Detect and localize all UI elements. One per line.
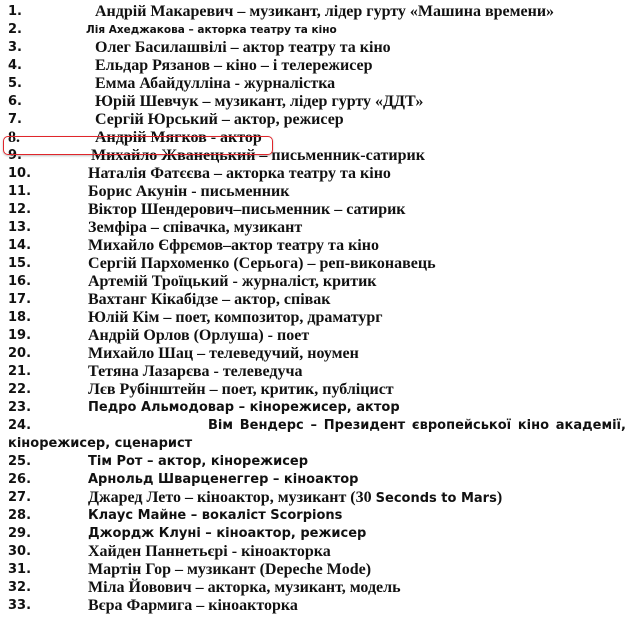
item-text-part: Джаред Лето – кіноактор, музикант (30	[88, 489, 376, 506]
item-number: 2.	[8, 22, 22, 37]
item-number: 17.	[8, 292, 32, 307]
list-item-wrapped	[0, 417, 634, 453]
item-number: 4.	[8, 58, 22, 73]
item-text: Борис Акунін - письменник	[88, 183, 290, 200]
list-item	[0, 219, 634, 237]
list-item	[0, 309, 634, 327]
item-text: Віктор Шендерович–письменник – сатирик	[88, 201, 406, 218]
item-text: Хайден Паннетьєрі - кіноакторка	[88, 543, 331, 560]
item-number: 28.	[8, 508, 32, 523]
item-text-justified	[208, 417, 626, 435]
celebrity-list	[0, 3, 634, 615]
item-text: Артемій Троїцький - журналіст, критик	[88, 273, 377, 290]
item-text: Джордж Клуні – кіноактор, режисер	[88, 526, 367, 541]
item-number: 16.	[8, 274, 32, 289]
item-number: 14.	[8, 238, 32, 253]
list-item	[0, 165, 634, 183]
item-text: Міла Йовович – акторка, музикант, модель	[88, 579, 401, 596]
item-text	[88, 489, 502, 508]
item-text: Емма Абайдулліна - журналістка	[95, 75, 336, 92]
item-number: 7.	[8, 112, 22, 127]
item-number: 24.	[8, 418, 32, 433]
item-number: 30.	[8, 544, 32, 559]
item-text: Сергій Юрський – актор, режисер	[95, 111, 344, 128]
item-text: Михайло Шац – телеведучий, ноумен	[88, 345, 359, 362]
list-item	[0, 255, 634, 273]
item-number: 1.	[8, 4, 22, 19]
item-text: Лєв Рубінштейн – поет, критик, публіцист	[88, 381, 394, 398]
item-number: 5.	[8, 76, 22, 91]
item-text: Вахтанг Кікабідзе – актор, співак	[88, 291, 331, 308]
word: Вім	[208, 418, 233, 433]
item-line-1	[8, 417, 626, 435]
item-text: Педро Альмодовар – кінорежисер, актор	[88, 400, 400, 415]
list-item	[0, 75, 634, 93]
list-item	[0, 471, 634, 489]
item-text: Ельдар Рязанов – кіно – і телережисер	[95, 57, 373, 74]
list-item	[0, 381, 634, 399]
item-text: Земфіра – співачка, музикант	[88, 219, 303, 236]
item-number: 6.	[8, 94, 22, 109]
item-text: Лія Ахеджакова – акторка театру та кіно	[86, 24, 337, 36]
list-item-highlighted	[0, 129, 634, 147]
list-item	[0, 57, 634, 75]
list-item	[0, 93, 634, 111]
list-item	[0, 543, 634, 561]
item-text: Вєра Фармига – кіноакторка	[88, 597, 298, 614]
item-number: 9.	[8, 148, 22, 163]
item-number: 21.	[8, 364, 32, 379]
item-text: Андрій Мягков - актор	[95, 129, 262, 146]
item-text: Арнольд Шварценеггер – кіноактор	[88, 472, 359, 487]
item-text: Андрій Макаревич – музикант, лідер гурту «Машина времени»	[95, 3, 555, 20]
item-text: Юлій Кім – поет, композитор, драматург	[88, 309, 383, 326]
item-number: 26.	[8, 472, 32, 487]
item-line-2: кінорежисер, сценарист	[8, 436, 193, 451]
list-item	[0, 111, 634, 129]
item-number: 19.	[8, 328, 32, 343]
item-number: 25.	[8, 454, 32, 469]
item-text: Мартін Гор – музикант (Depeche Mode)	[88, 561, 372, 578]
item-text-part: Seconds to Mars	[375, 491, 497, 506]
list-item	[0, 345, 634, 363]
item-number: 32.	[8, 580, 32, 595]
item-text: Тім Рот – актор, кінорежисер	[88, 454, 309, 469]
item-number: 23.	[8, 400, 32, 415]
item-number: 33.	[8, 598, 32, 613]
word: Вендерс	[239, 418, 304, 433]
list-item	[0, 39, 634, 57]
item-text: Михайло Жванецький – письменник-сатирик	[91, 147, 425, 164]
list-item	[0, 507, 634, 525]
list-item	[0, 3, 634, 21]
list-item	[0, 273, 634, 291]
item-text: Сергій Пархоменко (Серьога) – реп-виконавець	[88, 255, 436, 272]
item-text: Олег Басилашвілі – актор театру та кіно	[95, 39, 391, 56]
list-item	[0, 237, 634, 255]
item-number: 27.	[8, 490, 32, 505]
item-number: 12.	[8, 202, 32, 217]
word: європейської	[411, 418, 512, 433]
list-item	[0, 453, 634, 471]
item-number: 20.	[8, 346, 32, 361]
item-text: Михайло Єфрємов–актор театру та кіно	[88, 237, 379, 254]
item-number: 18.	[8, 310, 32, 325]
item-text: Клаус Майне – вокаліст Scorpions	[88, 508, 343, 523]
item-number: 31.	[8, 562, 32, 577]
item-number: 11.	[8, 184, 32, 199]
item-number: 15.	[8, 256, 32, 271]
item-number: 8.	[8, 129, 20, 146]
list-item	[0, 561, 634, 579]
word: –	[310, 418, 317, 433]
word: кіно	[517, 418, 550, 433]
item-text: Тетяна Лазарєва - телеведуча	[88, 363, 303, 380]
list-item	[0, 489, 634, 507]
word: академії,	[555, 418, 626, 433]
item-text-part: )	[496, 489, 503, 506]
list-item	[0, 579, 634, 597]
item-text: Наталія Фатєєва – акторка театру та кіно	[88, 165, 391, 182]
word: Президент	[323, 418, 406, 433]
item-number: 10.	[8, 166, 32, 181]
list-item	[0, 399, 634, 417]
item-number: 29.	[8, 526, 32, 541]
list-item	[0, 327, 634, 345]
list-item	[0, 183, 634, 201]
list-item	[0, 147, 634, 165]
item-text: Андрій Орлов (Орлуша) - поет	[88, 327, 310, 344]
list-item	[0, 201, 634, 219]
list-item	[0, 597, 634, 615]
list-item	[0, 363, 634, 381]
list-item	[0, 525, 634, 543]
item-number: 13.	[8, 220, 32, 235]
item-text: Юрій Шевчук – музикант, лідер гурту «ДДТ»	[95, 93, 424, 110]
list-item	[0, 291, 634, 309]
item-number: 22.	[8, 382, 32, 397]
list-item	[0, 21, 634, 39]
item-number: 3.	[8, 40, 22, 55]
